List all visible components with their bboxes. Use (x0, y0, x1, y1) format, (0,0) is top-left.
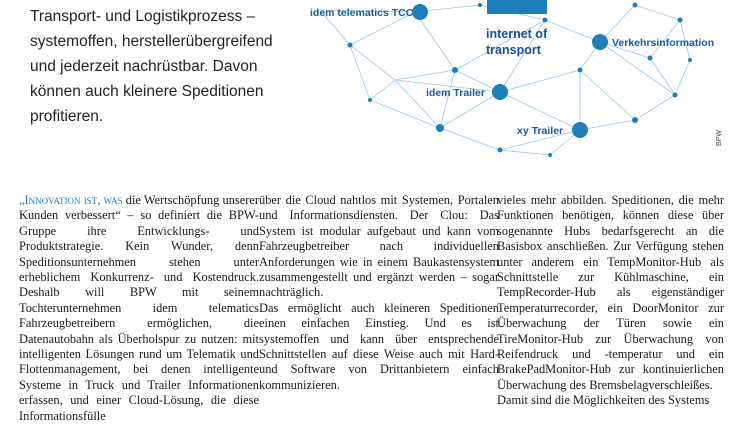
node-xy (572, 122, 588, 138)
intro-line: können auch kleinere Speditionen (30, 83, 264, 100)
article-column-1 (19, 193, 259, 424)
center-label-1: internet of (486, 27, 548, 41)
intro-line: und jederzeit nachrüstbar. Davon (30, 58, 258, 75)
article-column-2 (259, 193, 499, 393)
label-tcc: idem telematics TCC (310, 7, 414, 19)
network-globe-graphic (290, 0, 720, 160)
paragraph: Das ermöglicht auch kleineren Speditionen einen einfachen Einstieg. Und es ist systemoffen und kann über entsprechende Schnittstellen auf diese Weise auch mit Hard- und Software von Drittanbietern einfach kommunizieren. (259, 300, 499, 392)
paragraph: über die Cloud nahtlos mit Systemen, Portalen und Informationsdiensten. Der Clou: Das System ist modular aufgebaut und kann vom Fahrzeugbetreiber nach individuellen Anforderungen wie in einem Baukastensystem zusammengestellt und ergänzt werden – sogar nachträglich. (259, 193, 499, 300)
paragraph: Damit sind die Möglichkeiten des Systems (497, 393, 710, 408)
node-trailer (492, 84, 508, 100)
lead-in: „Innovation ist, was (19, 193, 123, 207)
node-verkehr (592, 34, 608, 50)
intro-text (30, 4, 290, 129)
intro-line: Transport- und Logistikprozess – (30, 8, 256, 25)
photo-credit: BPW (716, 130, 723, 146)
node-tcc (412, 4, 428, 20)
intro-line: profitieren. (30, 108, 104, 125)
paragraph: „Innovation ist, was die Wertschöpfung unserer Kunden verbessert“ – so definiert die BPW-Gruppe ihre Entwicklungs- und Produktstrategie. Kein Wunder, denn Speditionsunternehmen stehen unter erheblichem Konkurrenz- und Kostendruck. Deshalb will BPW mit seinem Tochterunternehmen idem telematics Fahrzeugbetreibern ermöglichen, die Datenautobahn als Überholspur zu nutzen: mit intelligenten Lösungen rund um Telematik und Flottenmanagement, bei denen intelligente Systeme in Truck und Trailer Informationen erfassen, und einer Cloud-Lösung, die diese Informationsfülle (19, 193, 259, 423)
label-verkehr: Verkehrsinformation (612, 37, 715, 49)
center-label-2: transport (486, 43, 541, 57)
label-xy: xy Trailer (517, 125, 564, 137)
paragraph: vieles mehr abbilden. Speditionen, die mehr Funktionen benötigen, können diese über sogenannte Hubs bedarfsgerecht an die Basisbox anschließen. Zur Verfügung stehen unter anderem ein TempMonitor-Hub als Schnittstelle zur Kühlmaschine, ein TempRecorder-Hub als eigenständiger Temperaturrecorder, ein DoorMonitor zur Überwachung der Türen sowie ein TireMonitor-Hub zur Überwachung von Reifendruck und -temperatur und ein BrakePadMonitor-Hub zur kontinuierlichen Überwachung des Bremsbelagverschleißes. (497, 193, 724, 392)
article-column-3 (497, 193, 724, 409)
intro-line: systemoffen, herstellerübergreifend (30, 33, 273, 50)
label-trailer: idem Trailer (426, 87, 485, 99)
